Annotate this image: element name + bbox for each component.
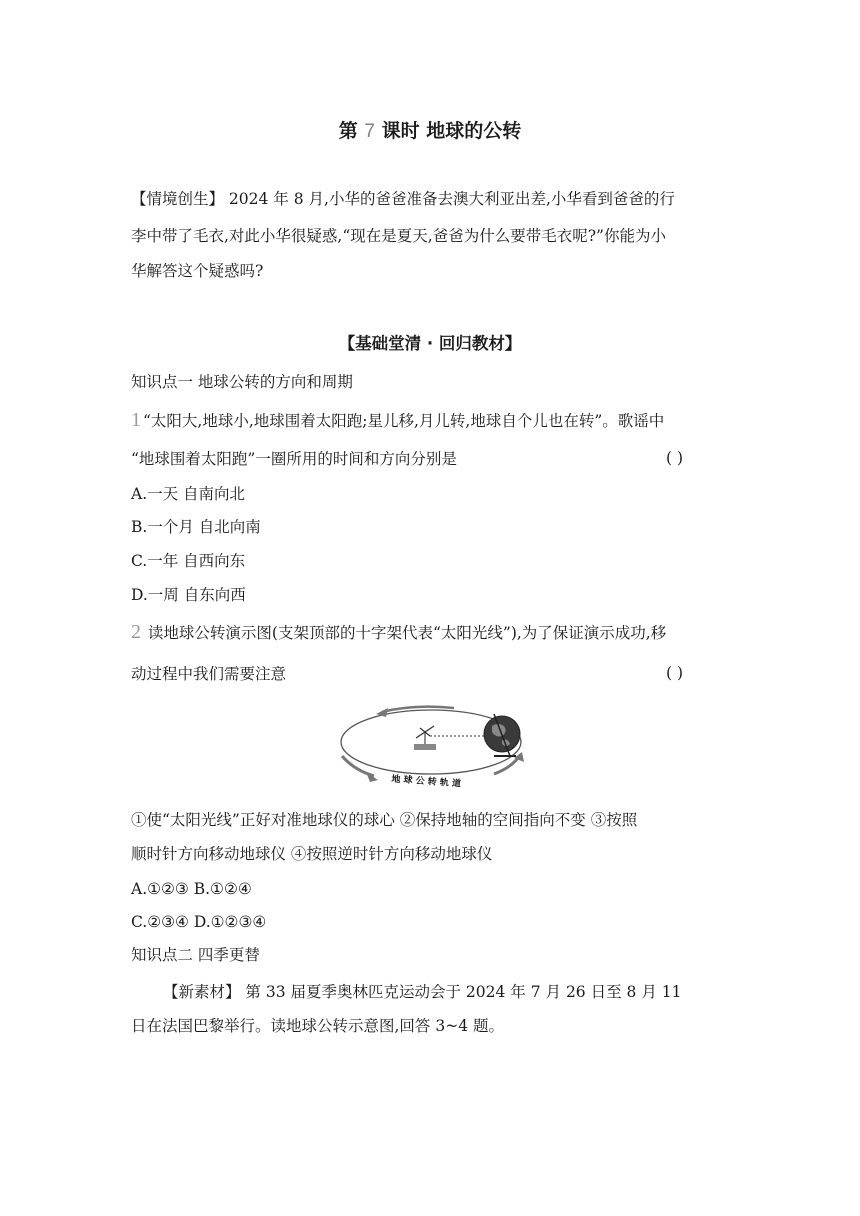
lesson-number: 7: [364, 121, 375, 142]
q1-answer-paren: ( ): [666, 449, 684, 467]
knowledge-point-2: 知识点二 四季更替: [131, 946, 260, 964]
intro-line-2: 李中带了毛衣,对此小华很疑惑,“现在是夏天,爸爸为什么要带毛衣呢?”你能为小: [131, 227, 666, 245]
q1-option-b: B.一个月 自北向南: [131, 518, 261, 536]
orbit-demo-figure: [334, 700, 528, 792]
q2-stem-line-2: 动过程中我们需要注意: [131, 665, 287, 683]
orbit-demo-svg: [334, 700, 528, 792]
orbit-arrow-top: [382, 707, 454, 712]
stand-base: [414, 744, 436, 750]
section-header: 【基础堂清 · 回归教材】: [338, 334, 522, 353]
new-material-line-1: 【新素材】 第 33 届夏季奥林匹克运动会于 2024 年 7 月 26 日至 8 月 11: [163, 983, 682, 1001]
q2-number: 2: [131, 621, 141, 643]
new-material-line-2: 日在法国巴黎举行。读地球公转示意图,回答 3~4 题。: [131, 1017, 504, 1035]
q2-options-row-2: C.②③④ D.①②③④: [131, 913, 267, 931]
lesson-title: 第 7 课时 地球的公转: [338, 120, 522, 142]
orbit-arrowhead-left: [366, 772, 378, 782]
q2-statement-line-1: ①使“太阳光线”正好对准地球仪的球心 ②保持地轴的空间指向不变 ③按照: [131, 811, 638, 829]
q1-option-d: D.一周 自东向西: [131, 586, 246, 604]
knowledge-point-1: 知识点一 地球公转的方向和周期: [131, 373, 353, 391]
q2-answer-paren: ( ): [666, 664, 684, 682]
q1-number: 1: [131, 409, 141, 431]
orbit-arrow-bottom-left: [342, 756, 374, 776]
intro-line-3: 华解答这个疑惑吗?: [131, 262, 264, 280]
q1-stem-line-1: 1 “太阳大,地球小,地球围着太阳跑;星儿移,月儿转,地球自个儿也在转”。歌谣中: [131, 409, 665, 431]
q2-statement-line-2: 顺时针方向移动地球仪 ④按照逆时针方向移动地球仪: [131, 845, 493, 863]
orbit-caption: 地 球 公 转 轨 道: [391, 774, 462, 790]
q1-stem-line-2: “地球围着太阳跑”一圈所用的时间和方向分别是: [131, 450, 457, 468]
q2-stem-line-1: 2 读地球公转演示图(支架顶部的十字架代表“太阳光线”),为了保证演示成功,移: [131, 621, 667, 643]
q1-option-a: A.一天 自南向北: [131, 485, 246, 503]
intro-line-1: 【情境创生】 2024 年 8 月,小华的爸爸准备去澳大利亚出差,小华看到爸爸的行: [131, 190, 675, 208]
q2-options-row-1: A.①②③ B.①②④: [131, 880, 252, 898]
q1-option-c: C.一年 自西向东: [131, 552, 246, 570]
